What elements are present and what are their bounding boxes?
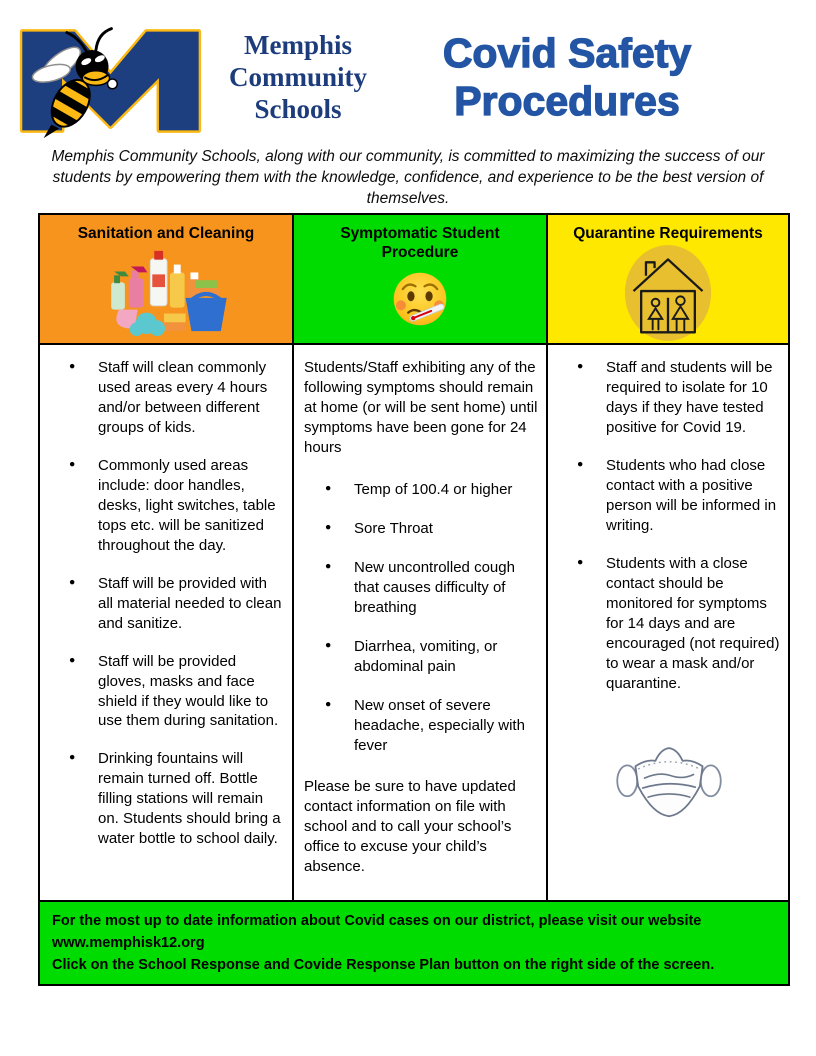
page-title-line: Procedures — [454, 77, 680, 124]
bullet-item: ● Students with a close contact should be monitored for symptoms for 14 days and are encouraged (not required) to wear a mask and/or quarantine. — [558, 554, 780, 694]
intro-paragraph: Memphis Community Schools, along with our community, is committed to maximizing the success of our students by empowering them with the knowledge, confidence, and experience to be the best version of themselves. — [51, 148, 765, 208]
bullet-item: ● Staff and students will be required to isolate for 10 days if they have tested positive for Covid 19. — [558, 358, 780, 438]
sanitation-list — [50, 358, 284, 849]
bullet-item: ● Commonly used areas include: door handles, desks, light switches, table tops etc. will be sanitized throughout the day. — [50, 456, 284, 556]
school-name-line: Schools — [254, 93, 342, 124]
face-with-thermometer-icon — [391, 270, 449, 328]
school-name — [194, 30, 402, 126]
bullet-item: ● Drinking fountains will remain turned off. Bottle filling stations will remain on. Students should bring a water bottle to school daily. — [50, 749, 284, 849]
symptomatic-intro: Students/Staff exhibiting any of the following symptoms should remain at home (or will be sent home) until symptoms have been gone for 24 hours — [304, 359, 538, 457]
column-title: Quarantine Requirements — [573, 225, 763, 242]
school-logo — [10, 18, 210, 144]
table-header-row — [40, 215, 788, 345]
symptoms-list — [304, 480, 538, 755]
column-header-quarantine — [548, 215, 788, 343]
footer-line: Click on the School Response and Covide Response Plan button on the right side of the screen. — [52, 956, 715, 973]
column-header-symptomatic — [292, 215, 548, 343]
face-mask-icon — [610, 733, 728, 825]
footer-website: www.memphisk12.org — [52, 934, 205, 951]
column-title: Sanitation and Cleaning — [77, 225, 255, 242]
symptomatic-cell — [292, 345, 548, 900]
bullet-item: ● Staff will clean commonly used areas every 4 hours and/or between different groups of kids. — [50, 358, 284, 438]
bullet-item: ● New onset of severe headache, especially with fever — [304, 696, 538, 756]
column-header-sanitation — [40, 215, 292, 343]
bullet-item: ● Students who had close contact with a positive person will be informed in writing. — [558, 456, 780, 536]
column-title: Symptomatic Student Procedure — [340, 225, 500, 262]
page-title — [400, 30, 734, 125]
cleaning-supplies-image — [101, 245, 231, 339]
sanitation-cell — [40, 345, 292, 900]
bullet-item: ● Temp of 100.4 or higher — [304, 480, 538, 500]
bullet-item: ● Staff will be provided gloves, masks and face shield if they would like to use them during sanitation. — [50, 652, 284, 732]
bullet-item: ● Sore Throat — [304, 519, 538, 539]
quarantine-list — [558, 358, 780, 693]
page-title-line: Covid Safety — [442, 30, 692, 76]
table-body-row — [40, 345, 788, 900]
quarantine-house-icon — [622, 243, 714, 343]
procedures-table — [38, 213, 790, 902]
quarantine-cell — [548, 345, 788, 900]
bullet-item: ● Staff will be provided with all material needed to clean and sanitize. — [50, 574, 284, 634]
school-name-line: Memphis — [244, 30, 352, 60]
symptomatic-outro: Please be sure to have updated contact information on file with school and to call your school’s office to excuse your child’s absence. — [304, 778, 516, 876]
school-name-line: Community — [228, 61, 367, 92]
bullet-item: ● New uncontrolled cough that causes difficulty of breathing — [304, 558, 538, 618]
footer-line: For the most up to date information about Covid cases on our district, please visit our website — [52, 913, 702, 929]
bullet-item: ● Diarrhea, vomiting, or abdominal pain — [304, 637, 538, 677]
footer-banner — [38, 900, 790, 986]
